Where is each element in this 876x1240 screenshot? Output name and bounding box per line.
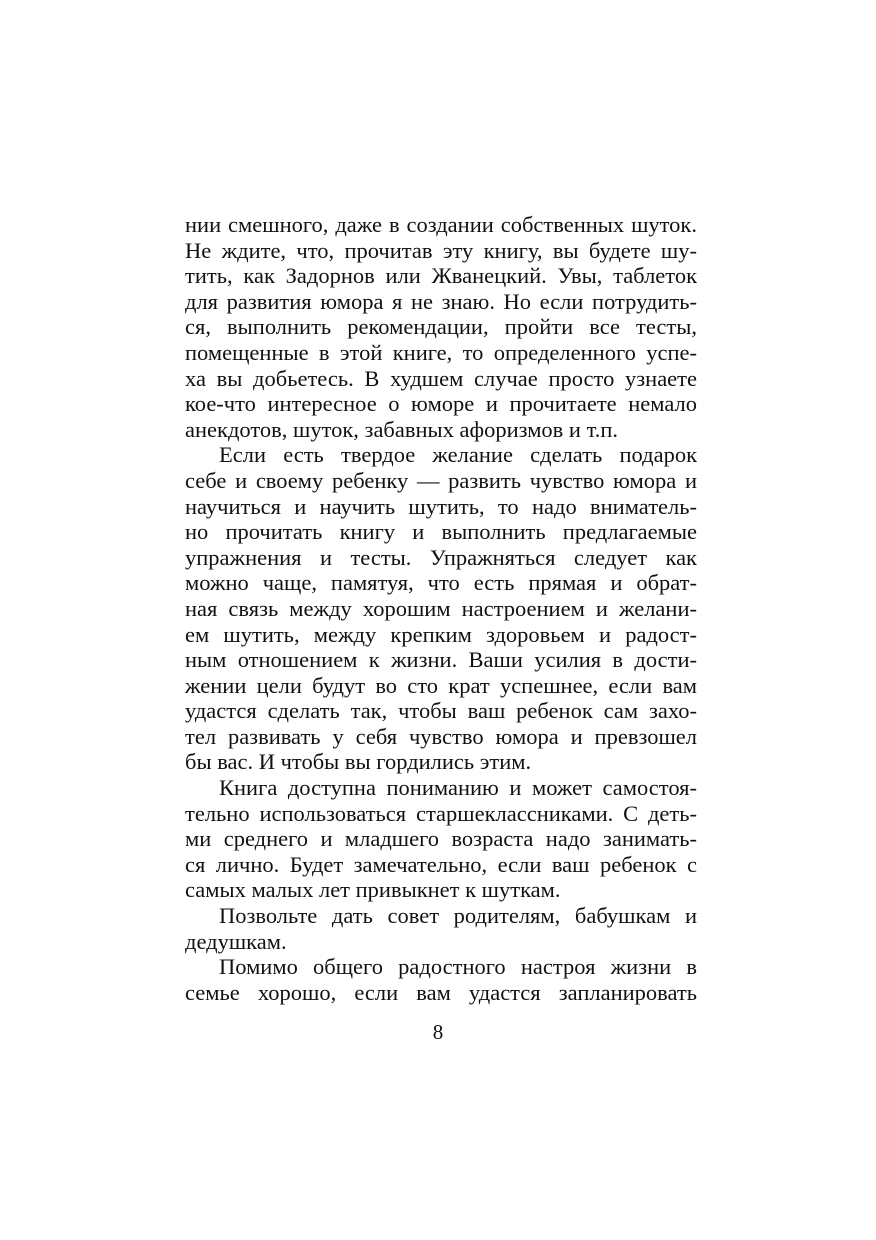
text-line: тел развивать у себя чувство юмора и превзошел [185, 723, 697, 749]
text-line: жении цели будут во сто крат успешнее, если вам [185, 672, 697, 698]
text-line: ная связь между хорошим настроением и желани- [185, 595, 697, 621]
text-line: ха вы добьетесь. В худшем случае просто узнаете [185, 365, 697, 391]
text-line: ным отношением к жизни. Ваши усилия в дости- [185, 647, 697, 673]
text-line: нии смешного, даже в создании собственных шуток. [185, 212, 697, 237]
paragraph-start-line: Помимо общего радостного настроя жизни в [219, 954, 697, 980]
text-line: упражнения и тесты. Упражняться следует как [185, 544, 697, 570]
text-line: ся, выполнить рекомендации, пройти все тесты, [185, 314, 697, 340]
text-line: самых малых лет привыкнет к шуткам. [185, 877, 561, 903]
page-number: 8 [432, 1020, 444, 1044]
text-line: бы вас. И чтобы вы гордились этим. [185, 749, 532, 775]
text-line: тельно использоваться старшеклассниками. С деть- [185, 800, 697, 826]
text-line: помещенные в этой книге, то определенного успе- [185, 339, 697, 365]
paragraph-start-line: Книга доступна пониманию и может самостоя- [219, 775, 697, 801]
text-line: семье хорошо, если вам удастся запланировать [185, 979, 697, 1005]
text-line: кое-что интересное о юморе и прочитаете немало [185, 391, 697, 417]
text-line: но прочитать книгу и выполнить предлагаемые [185, 519, 697, 545]
body-text [185, 212, 697, 1005]
text-line: научиться и научить шутить, то надо вниматель- [185, 493, 697, 519]
text-line: для развития юмора я не знаю. Но если потрудить- [185, 288, 697, 314]
paragraph-start-line: Позвольте дать совет родителям, бабушкам и [219, 903, 697, 929]
text-line: анекдотов, шуток, забавных афоризмов и т.п. [185, 416, 619, 442]
text-line: себе и своему ребенку — развить чувство юмора и [185, 467, 697, 493]
paragraph-start-line: Если есть твердое желание сделать подарок [219, 442, 697, 468]
text-line: удастся сделать так, чтобы ваш ребенок сам захо- [185, 698, 697, 724]
text-line: ем шутить, между крепким здоровьем и радост- [185, 621, 697, 647]
text-line: ся лично. Будет замечательно, если ваш ребенок с [185, 851, 697, 877]
text-line: ми среднего и младшего возраста надо занимать- [185, 826, 697, 852]
text-line: Не ждите, что, прочитав эту книгу, вы будете шу- [185, 237, 697, 263]
text-line: тить, как Задорнов или Жванецкий. Увы, таблеток [185, 263, 697, 289]
text-line: можно чаще, памятуя, что есть прямая и обрат- [185, 570, 697, 596]
text-line: дедушкам. [185, 928, 287, 954]
